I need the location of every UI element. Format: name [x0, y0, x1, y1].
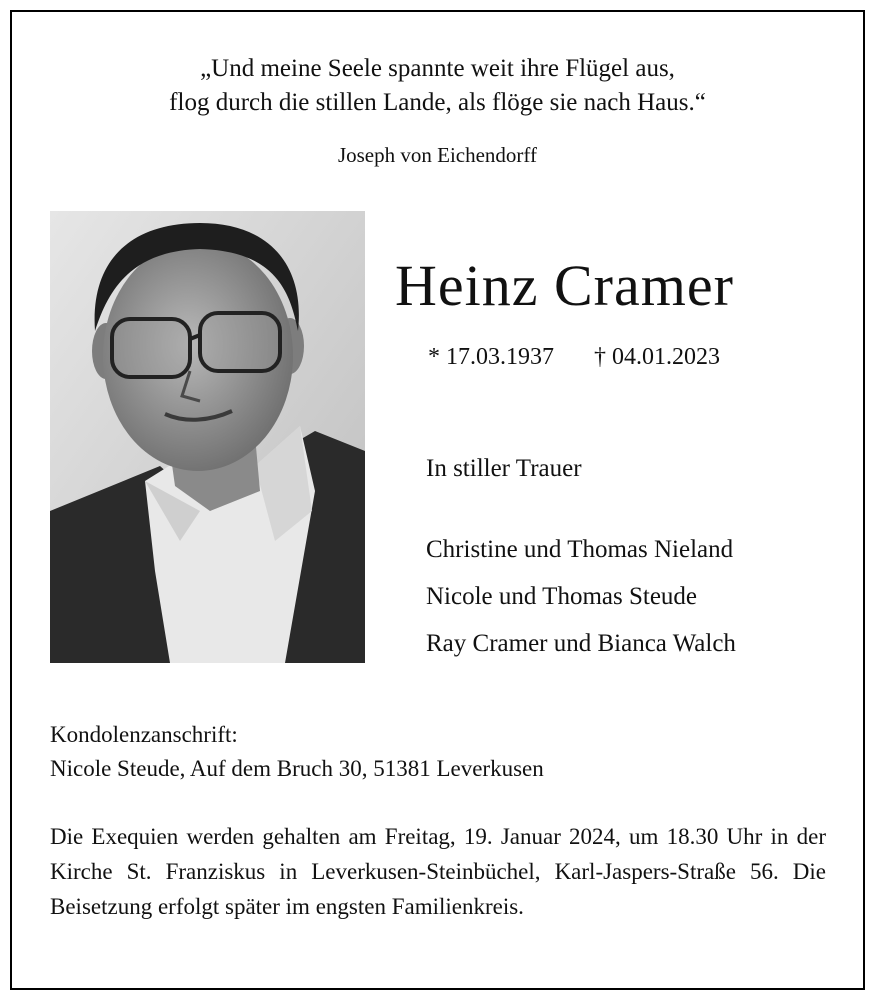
- quote-line-1: „Und meine Seele spannte weit ihre Flügel aus,: [200, 55, 675, 82]
- death-date: † 04.01.2023: [594, 344, 720, 370]
- funeral-details: Die Exequien werden gehalten am Freitag, 19. Januar 2024, um 18.30 Uhr in der Kirche St. Franziskus in Leverkusen-Steinbüchel, Karl-Jaspers-Straße 56. Die Beisetzung erfolgt später im engsten Familienkreis.: [50, 824, 826, 919]
- condolence-title: Kondolenzanschrift:: [50, 722, 238, 747]
- quote-line-2: flog durch die stillen Lande, als flöge sie nach Haus.“: [169, 89, 706, 116]
- condolence-address: Nicole Steude, Auf dem Bruch 30, 51381 Leverkusen: [50, 756, 544, 781]
- mourning-text: In stiller Trauer: [426, 455, 582, 482]
- quote: [0, 52, 875, 120]
- quote-author: Joseph von Eichendorff: [337, 143, 538, 167]
- family-member: Christine und Thomas Nieland: [426, 536, 734, 563]
- birth-date: * 17.03.1937: [428, 344, 554, 370]
- portrait-photo: [50, 211, 365, 663]
- life-dates: [428, 344, 720, 371]
- family-member: Nicole und Thomas Steude: [426, 583, 698, 610]
- deceased-name: Heinz Cramer: [395, 253, 734, 318]
- family-list: [426, 526, 736, 667]
- family-member: Ray Cramer und Bianca Walch: [426, 630, 736, 657]
- portrait-illustration: [50, 211, 365, 663]
